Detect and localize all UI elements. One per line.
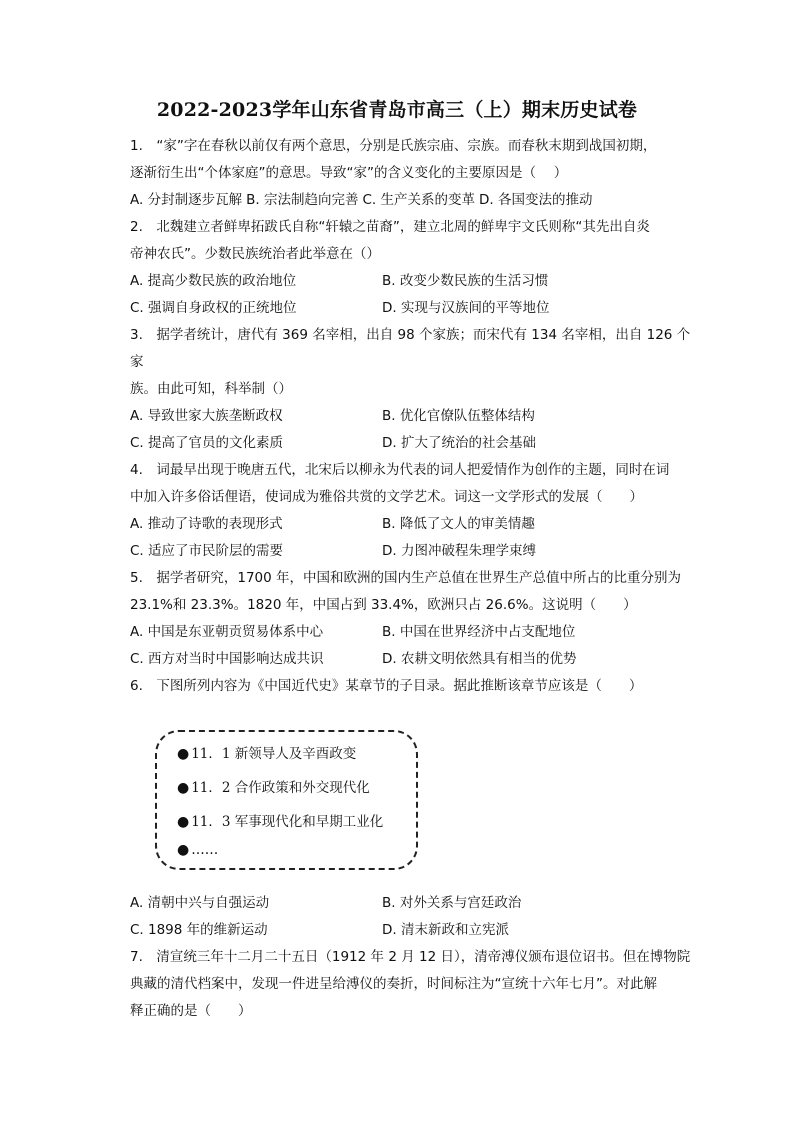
question-6 (130, 673, 692, 944)
question-4 (130, 457, 692, 565)
toc-figure (130, 700, 692, 890)
question-text-line: 4. 词最早出现于晚唐五代，北宋后以柳永为代表的词人把爱情作为创作的主题，同时在词 (130, 462, 670, 478)
question-text-line: 族。由此可知，科举制（） (130, 381, 292, 397)
question-text-line: 6. 下图所列内容为《中国近代史》某章节的子目录。据此推断该章节应该是（ ） (130, 678, 643, 694)
option-c[interactable]: C. 西方对当时中国影响达成共识 (130, 651, 324, 667)
options-grid (130, 890, 692, 944)
question-text-line: 释正确的是（ ） (130, 1003, 252, 1019)
question-1 (130, 133, 692, 214)
option-d[interactable]: D. 各国变法的推动 (478, 192, 593, 208)
options-grid (130, 268, 692, 322)
question-text-line: 中加入许多俗话俚语，使词成为雅俗共赏的文学艺术。词这一文学形式的发展（ ） (130, 489, 643, 505)
toc-item (177, 840, 218, 860)
option-b[interactable]: B. 宗法制趋向完善 (246, 192, 359, 208)
bullet-icon: ● (177, 814, 190, 830)
option-c[interactable]: C. 提高了官员的文化素质 (130, 435, 284, 451)
toc-item-label: 11．3 军事现代化和早期工业化 (191, 814, 384, 830)
options-grid (130, 619, 692, 673)
option-c[interactable]: C. 强调自身政权的正统地位 (130, 300, 297, 316)
options-grid (130, 511, 692, 565)
question-7 (130, 944, 692, 1025)
option-a[interactable]: A. 提高少数民族的政治地位 (130, 273, 297, 289)
question-5 (130, 565, 692, 673)
bullet-icon: ● (177, 746, 190, 762)
option-c[interactable]: C. 适应了市民阶层的需要 (130, 543, 284, 559)
option-d[interactable]: D. 扩大了统治的社会基础 (382, 435, 536, 451)
option-b[interactable]: B. 对外关系与宫廷政治 (382, 895, 522, 911)
question-list (130, 133, 692, 1025)
option-b[interactable]: B. 降低了文人的审美情趣 (382, 516, 535, 532)
toc-item (177, 812, 383, 832)
options-row (130, 187, 692, 214)
option-a[interactable]: A. 推动了诗歌的表现形式 (130, 516, 283, 532)
option-a[interactable]: A. 清朝中兴与自强运动 (130, 895, 270, 911)
question-text-line: 逐渐衍生出“个体家庭”的意思。导致“家”的含义变化的主要原因是（ ） (130, 165, 568, 181)
question-text-line: 3. 据学者统计，唐代有 369 名宰相，出自 98 个家族；而宋代有 134 名宰相，出自 126 个家 (130, 327, 691, 370)
option-c[interactable]: C. 1898 年的维新运动 (130, 922, 268, 938)
question-text-line: 5. 据学者研究，1700 年，中国和欧洲的国内生产总值在世界生产总值中所占的比重分别为 (130, 570, 682, 586)
toc-box (155, 730, 418, 870)
option-d[interactable]: D. 农耕文明依然具有相当的优势 (382, 651, 577, 667)
question-2 (130, 214, 692, 322)
question-text-line: 1. “家”字在春秋以前仅有两个意思，分别是氏族宗庙、宗族。而春秋末期到战国初期， (130, 138, 657, 154)
question-text-line: 7. 清宣统三年十二月二十五日（1912 年 2 月 12 日），清帝溥仪颁布退位诏书。但在博物院 (130, 949, 691, 965)
bullet-icon: ● (177, 842, 190, 858)
toc-item-label: 11．2 合作政策和外交现代化 (191, 780, 370, 796)
option-d[interactable]: D. 实现与汉族间的平等地位 (382, 300, 550, 316)
option-b[interactable]: B. 改变少数民族的生活习惯 (382, 273, 549, 289)
question-text-line: 帝神农氏”。少数民族统治者此举意在（） (130, 246, 380, 262)
question-text-line: 典藏的清代档案中，发现一件进呈给溥仪的奏折，时间标注为“宣统十六年七月”。对此解 (130, 976, 657, 992)
option-a[interactable]: A. 分封制逐步瓦解 (130, 192, 243, 208)
options-grid (130, 403, 692, 457)
option-a[interactable]: A. 导致世家大族垄断政权 (130, 408, 283, 424)
toc-item (177, 778, 370, 798)
toc-item-label: …… (191, 842, 219, 858)
bullet-icon: ● (177, 780, 190, 796)
option-d[interactable]: D. 力图冲破程朱理学束缚 (382, 543, 536, 559)
option-d[interactable]: D. 清末新政和立宪派 (382, 922, 509, 938)
question-text-line: 23.1%和 23.3%。1820 年，中国占到 33.4%，欧洲只占 26.6%。这说明（ ） (130, 597, 637, 613)
toc-item-label: 11．1 新领导人及辛酉政变 (191, 746, 357, 762)
option-c[interactable]: C. 生产关系的变革 (362, 192, 475, 208)
option-a[interactable]: A. 中国是东亚朝贡贸易体系中心 (130, 624, 324, 640)
question-3 (130, 322, 692, 457)
question-text-line: 2. 北魏建立者鲜卑拓跋氏自称“轩辕之苗裔”，建立北周的鲜卑宇文氏则称“其先出自炎 (130, 219, 650, 235)
toc-item (177, 744, 356, 764)
option-b[interactable]: B. 中国在世界经济中占支配地位 (382, 624, 576, 640)
page-title: 2022-2023学年山东省青岛市高三（上）期末历史试卷 (156, 99, 638, 121)
option-b[interactable]: B. 优化官僚队伍整体结构 (382, 408, 535, 424)
